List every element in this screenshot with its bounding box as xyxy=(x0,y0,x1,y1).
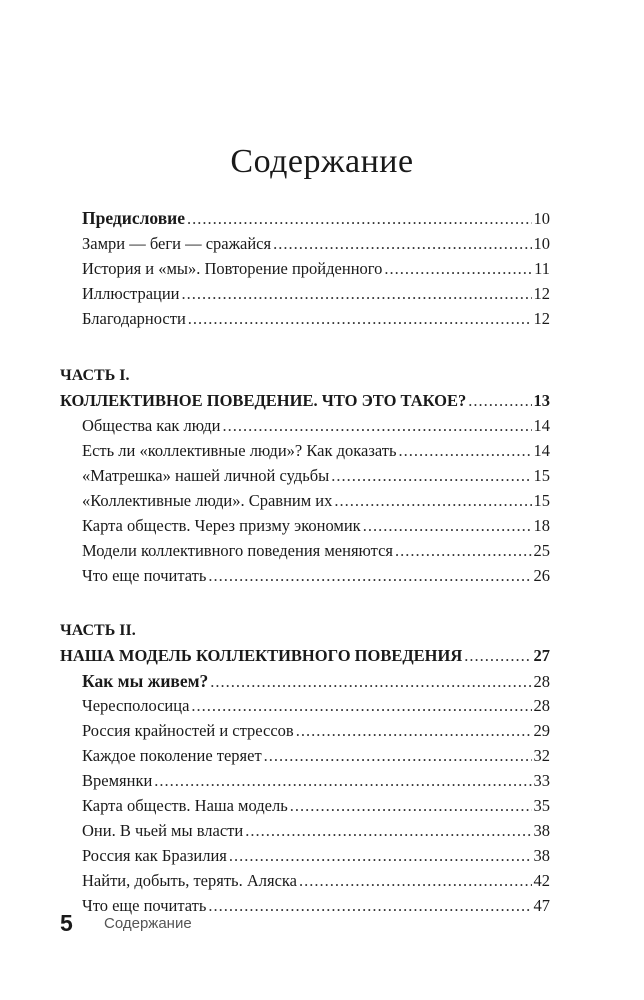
toc-entry[interactable] xyxy=(82,566,550,586)
dot-leader xyxy=(296,721,532,741)
toc-entry-label: Предисловие xyxy=(82,208,186,228)
dot-leader xyxy=(468,391,531,411)
toc-entry-page: 25 xyxy=(533,541,550,560)
toc-entry-page: 14 xyxy=(533,416,550,435)
dot-leader xyxy=(188,309,532,329)
toc-entry-part-heading[interactable] xyxy=(60,391,550,411)
toc-entry-page: 10 xyxy=(533,209,550,228)
toc-entry-label: Найти, добыть, терять. Аляска xyxy=(82,871,297,890)
dot-leader xyxy=(208,566,531,586)
page-number: 5 xyxy=(60,910,73,936)
toc-entry[interactable] xyxy=(82,491,550,511)
toc-entry-page: 35 xyxy=(533,796,550,815)
toc-entry-preface[interactable] xyxy=(82,208,550,229)
toc-entry-label: «Матрешка» нашей личной судьбы xyxy=(82,466,330,485)
toc-entry-page: 42 xyxy=(533,871,550,890)
toc-entry-label: Что еще почитать xyxy=(82,566,207,585)
toc-entry-label: Карта обществ. Через призму экономик xyxy=(82,516,361,535)
toc-entry-page: 47 xyxy=(533,896,550,915)
toc-entry-page: 29 xyxy=(533,721,550,740)
toc-entry[interactable] xyxy=(82,871,550,891)
toc-entry-label: Как мы живем? xyxy=(82,671,209,691)
dot-leader xyxy=(223,416,532,436)
toc-entry-label: Чересполосица xyxy=(82,696,190,715)
toc-entry[interactable] xyxy=(82,896,550,916)
dot-leader xyxy=(334,491,531,511)
toc-entry-label: Благодарности xyxy=(82,309,186,328)
dot-leader xyxy=(208,896,531,916)
dot-leader xyxy=(363,516,532,536)
toc-entry[interactable] xyxy=(82,441,550,461)
dot-leader xyxy=(187,209,531,229)
toc-entry-page: 14 xyxy=(533,441,550,460)
running-title: Содержание xyxy=(104,915,192,932)
toc-entry-page: 12 xyxy=(533,309,550,328)
toc-entry[interactable] xyxy=(82,416,550,436)
toc-entry[interactable] xyxy=(82,771,550,791)
toc-entry-label: Карта обществ. Наша модель xyxy=(82,796,288,815)
toc-entry[interactable] xyxy=(82,541,550,561)
dot-leader xyxy=(210,672,531,692)
toc-entry[interactable] xyxy=(82,796,550,816)
toc-entry-page: 38 xyxy=(533,821,550,840)
dot-leader xyxy=(273,234,531,254)
toc-entry-page: 28 xyxy=(533,672,550,691)
toc-entry-page: 33 xyxy=(533,771,550,790)
toc-entry[interactable] xyxy=(82,466,550,486)
dot-leader xyxy=(264,746,532,766)
toc-entry-subheading[interactable] xyxy=(82,671,550,692)
toc-entry-label: Модели коллективного поведения меняются xyxy=(82,541,393,560)
toc-entry-page: 18 xyxy=(533,516,550,535)
toc-entry[interactable] xyxy=(82,234,550,254)
page-title: Содержание xyxy=(230,143,414,180)
toc-entry-label: Есть ли «коллективные люди»? Как доказать xyxy=(82,441,397,460)
toc-entry-label: Россия крайностей и стрессов xyxy=(82,721,294,740)
toc-entry-page: 15 xyxy=(533,491,550,510)
toc-entry-page: 38 xyxy=(533,846,550,865)
toc-entry-page: 27 xyxy=(533,646,550,665)
dot-leader xyxy=(182,284,532,304)
toc-entry[interactable] xyxy=(82,721,550,741)
toc-entry[interactable] xyxy=(82,696,550,716)
toc-entry-label: Что еще почитать xyxy=(82,896,207,915)
toc-entry-label: КОЛЛЕКТИВНОЕ ПОВЕДЕНИЕ. ЧТО ЭТО ТАКОЕ? xyxy=(60,391,467,410)
toc-entry[interactable] xyxy=(82,746,550,766)
dot-leader xyxy=(384,259,532,279)
toc-entry-part-heading[interactable] xyxy=(60,646,550,666)
toc-entry-label: Общества как люди xyxy=(82,416,221,435)
toc-entry-label: Россия как Бразилия xyxy=(82,846,227,865)
toc-entry-label: История и «мы». Повторение пройденного xyxy=(82,259,383,278)
toc-entry-page: 32 xyxy=(533,746,550,765)
toc-entry[interactable] xyxy=(82,846,550,866)
dot-leader xyxy=(154,771,531,791)
toc-entry-page: 28 xyxy=(533,696,550,715)
dot-leader xyxy=(299,871,532,891)
toc-entry-page: 15 xyxy=(533,466,550,485)
dot-leader xyxy=(290,796,532,816)
part-label: ЧАСТЬ II. xyxy=(60,622,136,639)
dot-leader xyxy=(191,696,531,716)
toc-entry-label: Они. В чьей мы власти xyxy=(82,821,244,840)
toc-entry[interactable] xyxy=(82,309,550,329)
dot-leader xyxy=(245,821,531,841)
toc-entry-label: Иллюстрации xyxy=(82,284,180,303)
dot-leader xyxy=(395,541,532,561)
toc-entry-page: 10 xyxy=(533,234,550,253)
toc-entry-page: 13 xyxy=(533,391,550,410)
dot-leader xyxy=(331,466,531,486)
toc-entry[interactable] xyxy=(82,284,550,304)
toc-entry-label: «Коллективные люди». Сравним их xyxy=(82,491,333,510)
toc-entry[interactable] xyxy=(82,821,550,841)
dot-leader xyxy=(398,441,531,461)
toc-entry-page: 11 xyxy=(534,259,550,278)
toc-entry-label: Замри — беги — сражайся xyxy=(82,234,272,253)
toc-entry[interactable] xyxy=(82,516,550,536)
toc-entry-page: 12 xyxy=(533,284,550,303)
toc-entry[interactable] xyxy=(82,259,550,279)
dot-leader xyxy=(229,846,532,866)
toc-entry-label: Времянки xyxy=(82,771,153,790)
dot-leader xyxy=(464,646,531,666)
toc-entry-page: 26 xyxy=(533,566,550,585)
part-label: ЧАСТЬ I. xyxy=(60,367,130,384)
toc-entry-label: Каждое поколение теряет xyxy=(82,746,262,765)
toc-entry-label: НАША МОДЕЛЬ КОЛЛЕКТИВНОГО ПОВЕДЕНИЯ xyxy=(60,646,463,665)
